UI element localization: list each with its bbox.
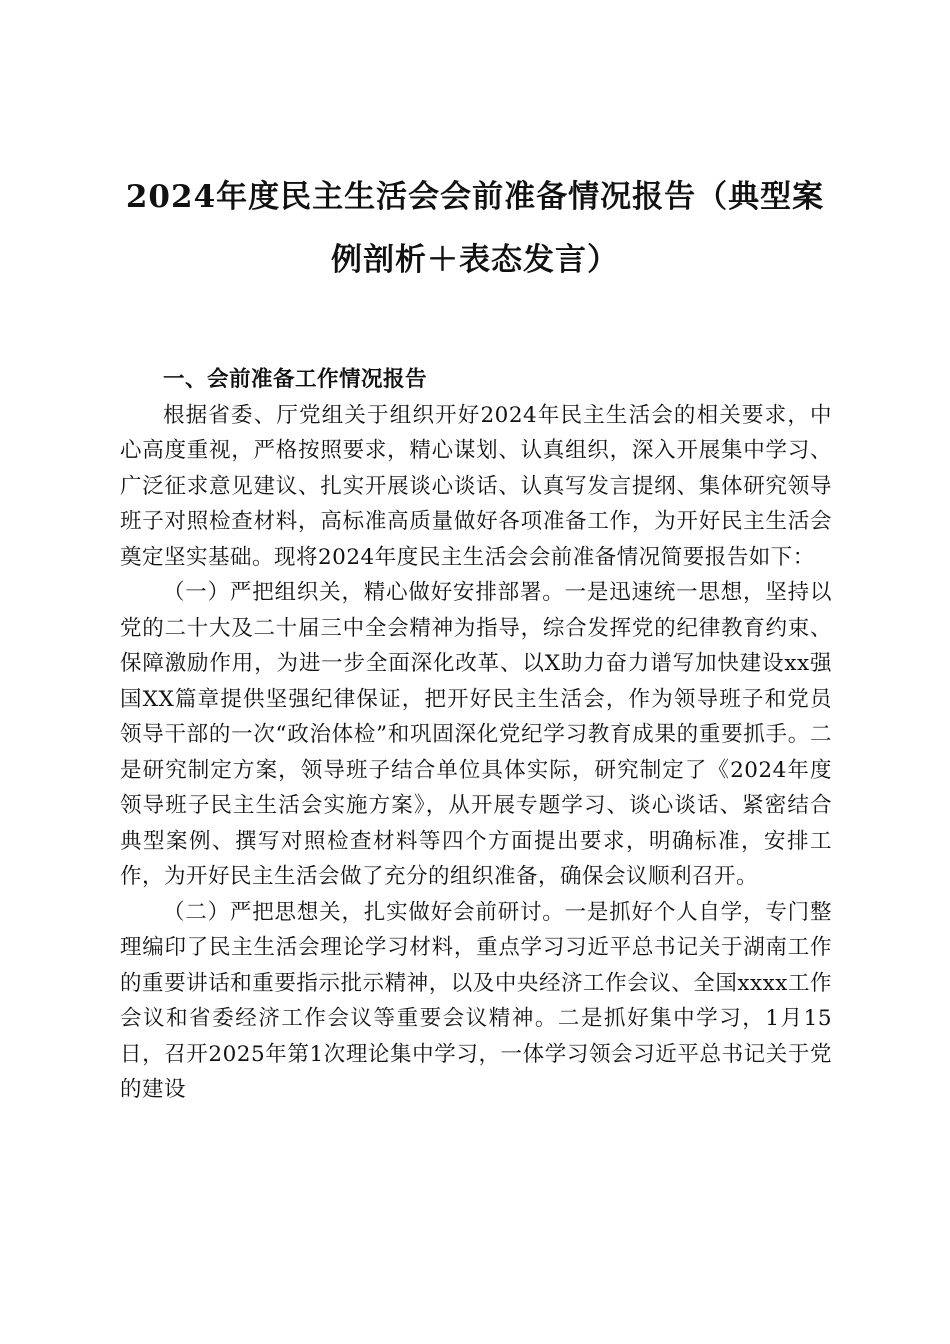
paragraph-thinking: （二）严把思想关，扎实做好会前研讨。一是抓好个人自学，专门整理编印了民主生活会理论学习材料，重点学习习近平总书记关于湖南工作的重要讲话和重要指示批示精神，以及中央经济工作会议、全国xxxx工作会议和省委经济工作会议等重要会议精神。二是抓好集中学习，1月15日，召开2025年第1次理论集中学习，一体学习领会习近平总书记关于党的建设 <box>120 899 832 1102</box>
section-heading: 一、会前准备工作情况报告 <box>163 367 428 392</box>
document-body <box>120 362 832 1108</box>
paragraph-intro: 根据省委、厅党组关于组织开好2024年民主生活会的相关要求，中心高度重视，严格按照要求，精心谋划、认真组织，深入开展集中学习、广泛征求意见建议、扎实开展谈心谈话、认真写发言提纲、集体研究领导班子对照检查材料，高标准高质量做好各项准备工作，为开好民主生活会奠定坚实基础。现将2024年度民主生活会会前准备情况简要报告如下： <box>120 402 832 570</box>
document-title: 2024年度民主生活会会前准备情况报告（典型案例剖析＋表态发言） <box>125 179 825 278</box>
paragraph-organization: （一）严把组织关，精心做好安排部署。一是迅速统一思想，坚持以党的二十大及二十届三中全会精神为指导，综合发挥党的纪律教育约束、保障激励作用，为进一步全面深化改革、以X助力奋力谱写加快建设xx强国XX篇章提供坚强纪律保证，把开好民主生活会，作为领导班子和党员领导干部的一次“政治体检”和巩固深化党纪学习教育成果的重要抓手。二是研究制定方案，领导班子结合单位具体实际，研究制定了《2024年度领导班子民主生活会实施方案》，从开展专题学习、谈心谈话、紧密结合典型案例、撰写对照检查材料等四个方面提出要求，明确标准，安排工作，为开好民主生活会做了充分的组织准备，确保会议顺利召开。 <box>120 580 832 889</box>
